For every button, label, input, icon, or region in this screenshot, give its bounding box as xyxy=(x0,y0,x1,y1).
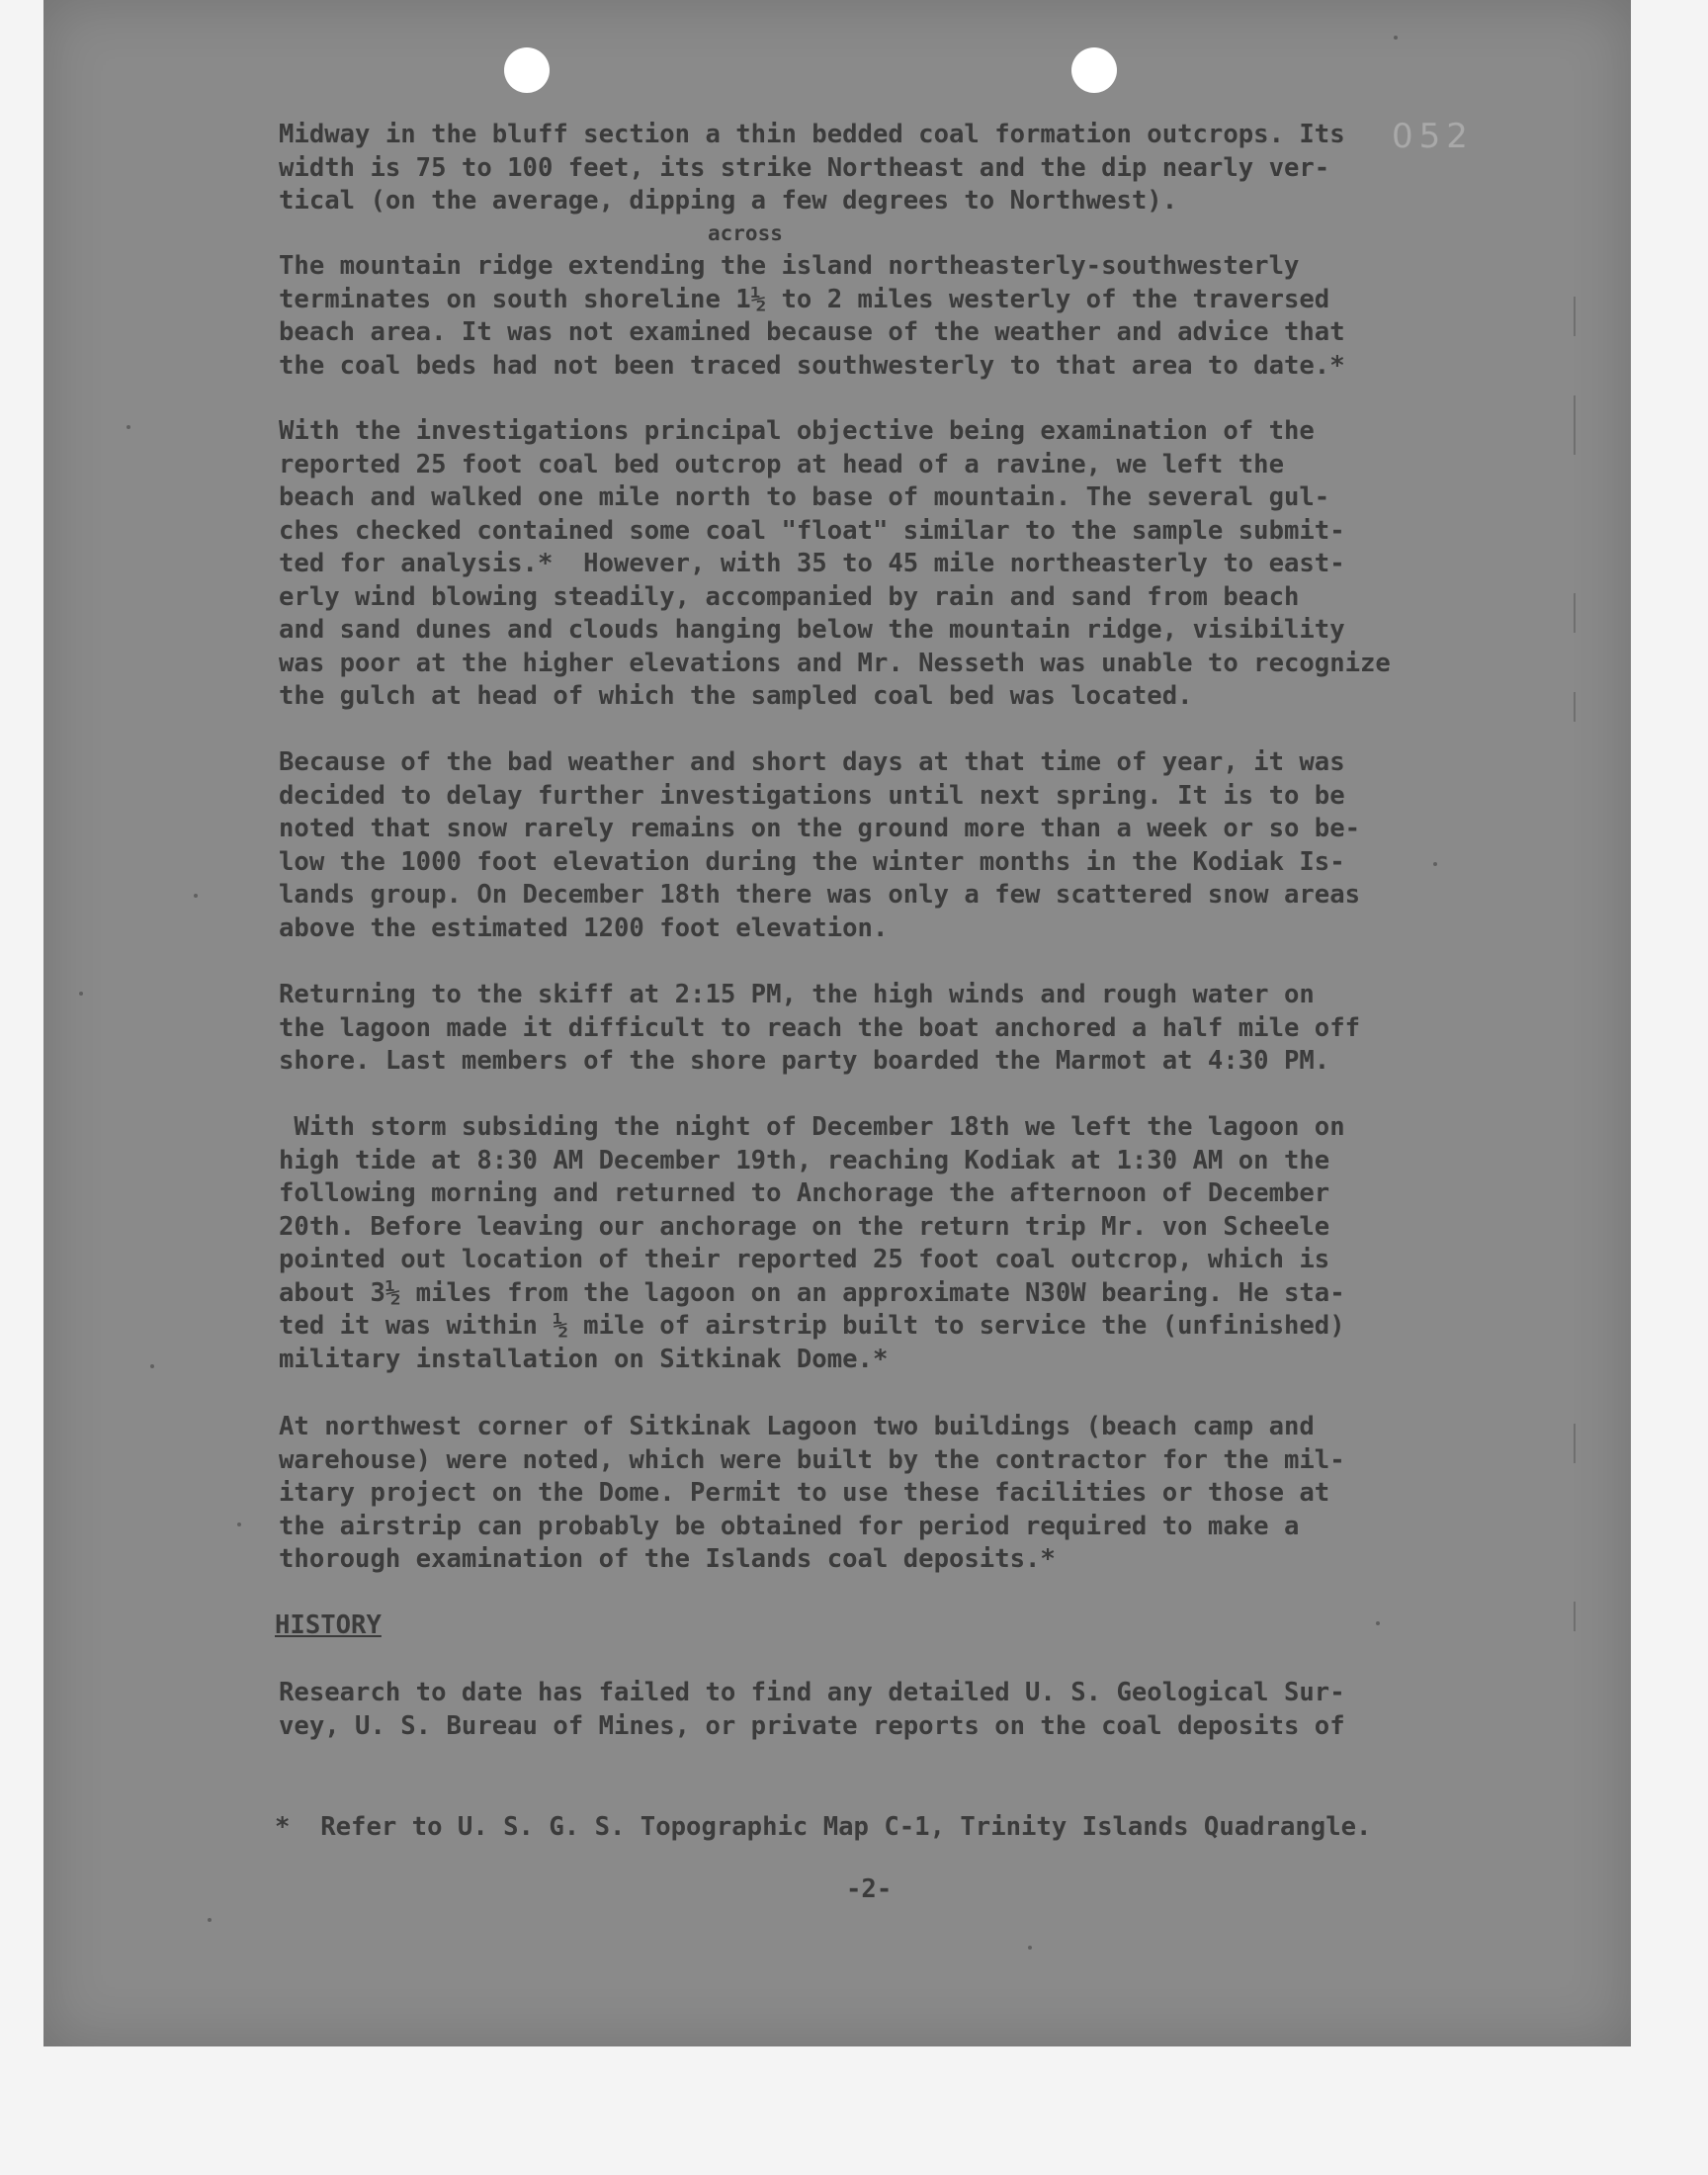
scan-speck xyxy=(1433,862,1437,866)
paragraph-research: Research to date has failed to find any detailed U. S. Geological Sur- vey, U. S. Bureau of Mines, or private reports on the coal deposits of xyxy=(279,1678,1345,1741)
paragraph-bluff-section: Midway in the bluff section a thin bedded coal formation outcrops. Its width is 75 to 100 feet, its strike Northeast and the dip nearly ver- tical (on the average, dipping a few degrees to Northwest). xyxy=(279,120,1345,216)
scan-speck xyxy=(1376,1621,1380,1625)
edge-mark xyxy=(1574,395,1576,455)
edge-mark xyxy=(1574,692,1576,722)
edge-mark xyxy=(1574,593,1576,633)
scan-speck xyxy=(237,1522,241,1526)
scan-speck xyxy=(127,425,130,429)
history-heading: HISTORY xyxy=(275,1610,382,1640)
paragraph-lagoon-buildings: At northwest corner of Sitkinak Lagoon two buildings (beach camp and warehouse) were noted, which were built by the contractor for the mil- itary project on the Dome. Permit to use these facilities or those at the airstrip can probably be obtained for period required to make a thorough examination of the Islands coal deposits.* xyxy=(279,1412,1345,1574)
scan-speck xyxy=(150,1364,154,1368)
edge-mark xyxy=(1574,1602,1576,1631)
paragraph-investigation-objective: With the investigations principal objective being examination of the reported 25 foot coal bed outcrop at head of a ravine, we left the beach and walked one mile north to base of mountain. The several gul- ches checked contained some coal "float" similar to the sample submit- ted for analysis.* However, with 35 to 45 mile northeasterly to east- erly wind blowing steadily, accompanied by rain and sand from beach and sand dunes and clouds hanging below the mountain ridge, visibility was poor at the higher elevations and Mr. Nesseth was unable to recognize the gulch at head of which the sampled coal bed was located. xyxy=(279,416,1391,711)
paragraph-return-to-skiff: Returning to the skiff at 2:15 PM, the high winds and rough water on the lagoon made it difficult to reach the boat anchored a half mile off shore. Last members of the shore party boarded the Marmot at 4:30 PM. xyxy=(279,980,1361,1076)
paragraph-bad-weather: Because of the bad weather and short days at that time of year, it was decided to delay further investigations until next spring. It is to be noted that snow rarely remains on the ground more than a week or so be- low the 1000 foot elevation during the winter months in the Kodiak Is- lands group. On December 18th there was only a few scattered snow areas above the estimated 1200 foot elevation. xyxy=(279,747,1361,943)
paragraph-mountain-ridge: The mountain ridge extending the island northeasterly-southwesterly terminates on south shoreline 1½ to 2 miles westerly of the traversed beach area. It was not examined because of the weather and advice that the coal beds had not been traced southwesterly to that area to date.* xyxy=(279,251,1345,381)
page-number-stamp: 052 xyxy=(1392,117,1474,156)
punch-hole-right xyxy=(1071,47,1117,93)
edge-mark xyxy=(1574,1424,1576,1463)
paragraph-storm-subsiding: With storm subsiding the night of December 18th we left the lagoon on high tide at 8:30 AM December 19th, reaching Kodiak at 1:30 AM on the following morning and returned to Anchorage the afternoon of December 20th. Before leaving our anchorage on the return trip Mr. von Scheele pointed out location of their reported 25 foot coal outcrop, which is about 3½ miles from the lagoon on an approximate N30W bearing. He sta- ted it was within ½ mile of airstrip built to service the (unfinished) military installation on Sitkinak Dome.* xyxy=(279,1112,1345,1374)
page-number: -2- xyxy=(846,1874,893,1904)
scan-speck xyxy=(194,894,198,898)
scan-speck xyxy=(79,992,83,996)
edge-mark xyxy=(1574,297,1576,336)
punch-hole-left xyxy=(504,47,550,93)
footnote: * Refer to U. S. G. S. Topographic Map C-1, Trinity Islands Quadrangle. xyxy=(275,1812,1372,1842)
scan-speck xyxy=(208,1918,212,1922)
scan-speck xyxy=(1028,1946,1032,1950)
handwritten-insert-across: across xyxy=(708,221,783,245)
scan-speck xyxy=(1394,36,1398,40)
